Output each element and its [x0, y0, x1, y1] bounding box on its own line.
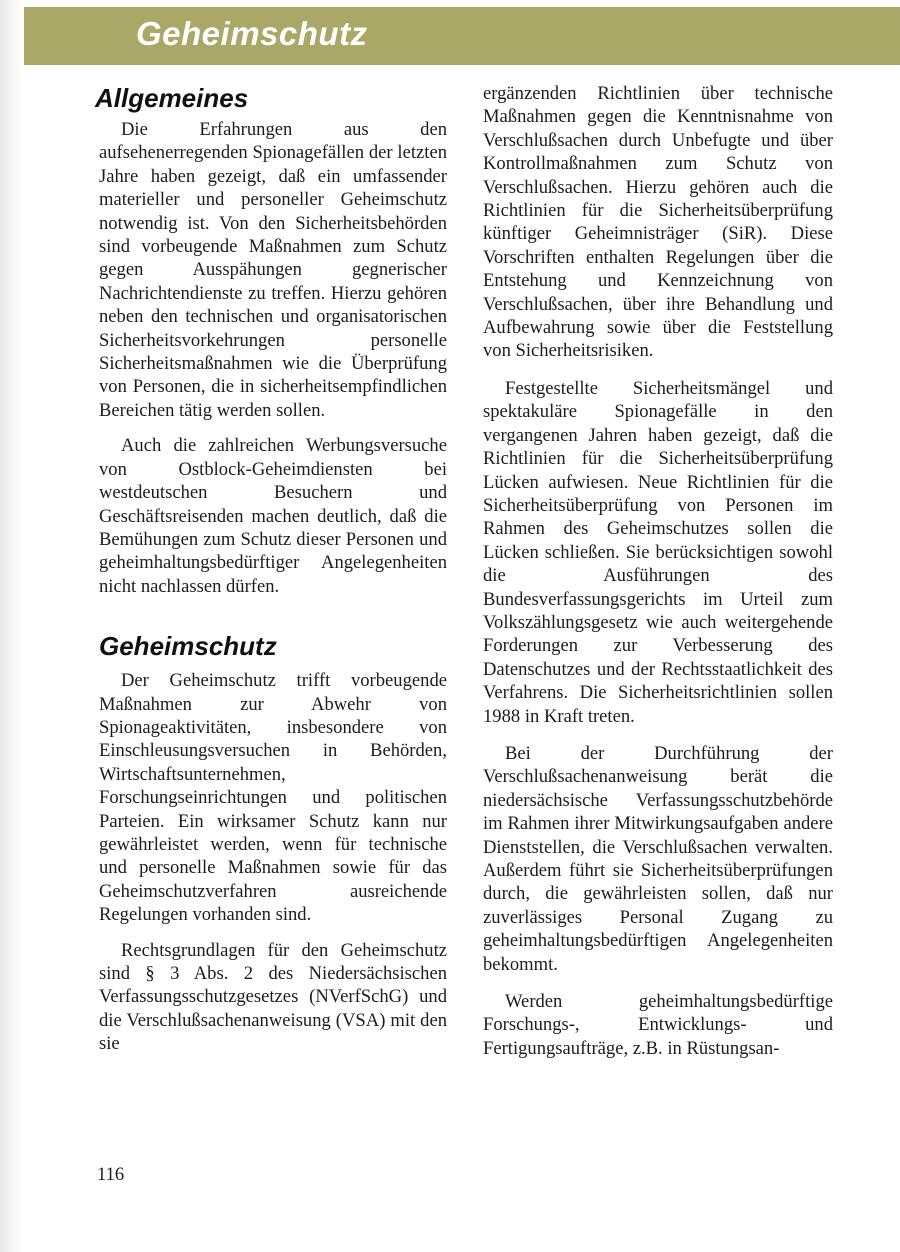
paragraph: Bei der Durchführung der Verschlußsachenanweisung berät die niedersächsische Verfassungsschutzbehörde im Rahmen ihrer Mitwirkungsaufgaben andere Dienststellen, die Verschlußsachen verwalten. Außerdem führt sie Sicherheitsüberprüfungen durch, die gewährleisten sollen, daß nur zuverlässiges Personal Zugang zu geheimhaltungsbedürftigen Angelegenheiten bekommt. [483, 742, 833, 975]
paragraph: Der Geheimschutz trifft vorbeugende Maßnahmen zur Abwehr von Spionageaktivitäten, insbesondere von Einschleusungsversuchen in Behörden, Wirtschaftsunternehmen, Forschungseinrichtungen und politischen Parteien. Ein wirksamer Schutz kann nur gewährleistet werden, wenn für technische und personelle Maßnahmen sowie für das Geheimschutzverfahren ausreichende Regelungen vorhanden sind. [99, 670, 447, 926]
right-column [483, 82, 833, 1060]
header-band [24, 7, 900, 65]
page-edge-shadow [0, 0, 24, 1252]
paragraph: ergänzenden Richtlinien über technische Maßnahmen gegen die Kenntnisnahme von Verschlußsachen durch Unbefugte und über Kontrollmaßnahmen zum Schutz von Verschlußsachen. Hierzu gehören auch die Richtlinien für die Sicherheitsüberprüfung künftiger Geheimnisträger (SiR). Diese Vorschriften enthalten Regelungen über die Entstehung und Kennzeichnung von Verschlußsachen, über ihre Behandlung und Aufbewahrung sowie über die Feststellung von Sicherheitsrisiken. [483, 83, 833, 362]
left-column [97, 82, 447, 1056]
paragraph: Rechtsgrundlagen für den Geheimschutz sind § 3 Abs. 2 des Niedersächsischen Verfassungsschutzgesetzes (NVerfSchG) und die Verschlußsachenanweisung (VSA) mit den sie [99, 939, 447, 1055]
paragraph: Die Erfahrungen aus den aufsehenerregenden Spionagefällen der letzten Jahre haben gezeigt, daß ein umfassender materieller und personeller Geheimschutz notwendig ist. Von den Sicherheitsbehörden sind vorbeugende Maßnahmen zum Schutz gegen Ausspähungen gegnerischer Nachrichtendienste zu treffen. Hierzu gehören neben den technischen und organisatorischen Sicherheitsvorkehrungen personelle Sicherheitsmaßnahmen wie die Überprüfung von Personen, die in sicherheitsempfindlichen Bereichen tätig werden sollen. [99, 119, 447, 421]
page-number: 116 [97, 1164, 125, 1185]
page-title: Geheimschutz [136, 15, 368, 52]
paragraph: Auch die zahlreichen Werbungsversuche von Ostblock-Geheimdiensten bei westdeutschen Besuchern und Geschäftsreisenden machen deutlich, daß die Bemühungen zum Schutz dieser Personen und geheimhaltungsbedürftiger Angelegenheiten nicht nachlassen dürfen. [99, 435, 447, 597]
section-heading-geheimschutz: Geheimschutz [99, 631, 277, 662]
paragraph: Werden geheimhaltungsbedürftige Forschungs-, Entwicklungs- und Fertigungsaufträge, z.B. in Rüstungsan- [483, 991, 833, 1059]
paragraph: Festgestellte Sicherheitsmängel und spektakuläre Spionagefälle in den vergangenen Jahren haben gezeigt, daß die Richtlinien für die Sicherheitsüberprüfung Lücken aufwiesen. Neue Richtlinien für die Sicherheitsüberprüfung von Personen im Rahmen des Geheimschutzes sollen die Lücken schließen. Sie berücksichtigen sowohl die Ausführungen des Bundesverfassungsgerichts im Urteil zum Volkszählungsgesetz wie auch weitergehende Forderungen zur Verbesserung des Datenschutzes und der Rechtsstaatlichkeit des Verfahrens. Die Sicherheitsrichtlinien sollen 1988 in Kraft treten. [483, 377, 833, 727]
section-heading-allgemeines: Allgemeines [95, 83, 249, 113]
